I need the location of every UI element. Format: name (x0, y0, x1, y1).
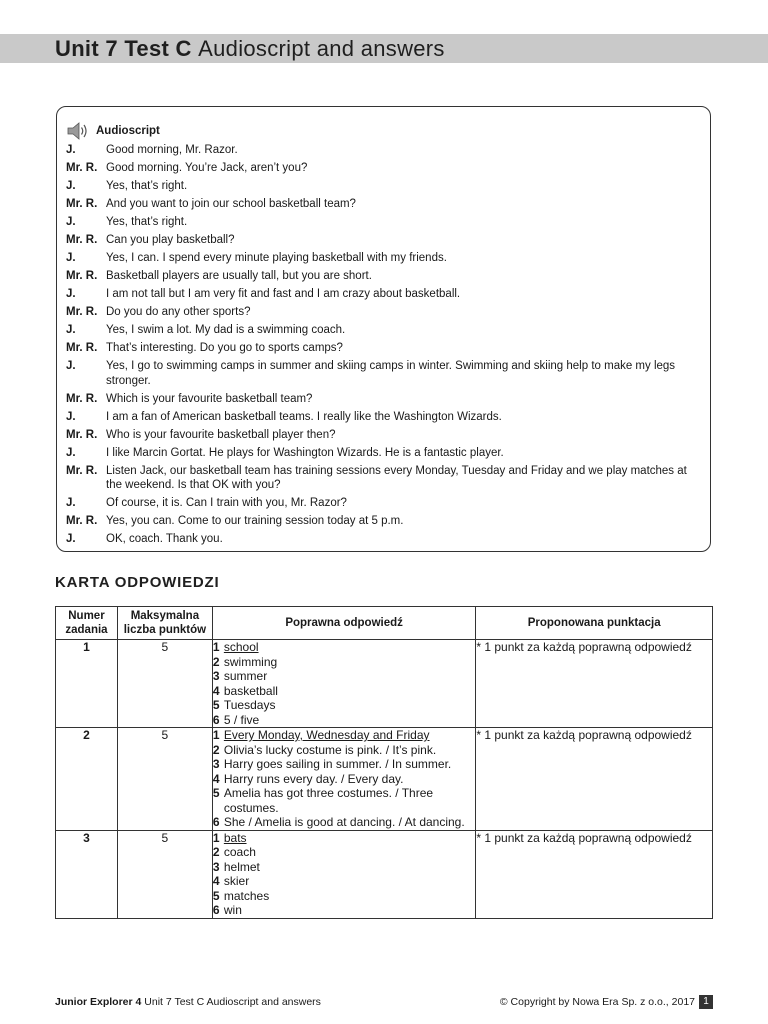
page-title (55, 36, 445, 62)
speaker: J. (66, 324, 76, 336)
task-number: 2 (56, 728, 118, 831)
dialogue-line (66, 446, 696, 461)
line-text: Who is your favourite basketball player then? (106, 428, 336, 441)
speaker: Mr. R. (66, 270, 98, 282)
dialogue-line (66, 514, 696, 529)
answer-item: 4 basketball (212, 683, 278, 698)
dialogue-line (66, 197, 696, 212)
dialogue-line (66, 341, 696, 356)
speaker: J. (66, 360, 76, 372)
speaker: J. (66, 252, 76, 264)
audioscript-heading: Audioscript (96, 125, 160, 137)
speaker: Mr. R. (66, 306, 98, 318)
scoring-cell: * 1 punkt za każdą poprawną odpowiedź (476, 640, 713, 728)
speaker: J. (66, 288, 76, 300)
answer-sheet-title: KARTA ODPOWIEDZI (55, 574, 220, 591)
answer-item: 3 summer (212, 669, 268, 683)
speaker-icon (66, 121, 90, 141)
answer-item: 6 5 / five (212, 712, 260, 727)
answer-item: 1 school (212, 640, 259, 654)
dialogue-line (66, 305, 696, 320)
answer-item: 1 Every Monday, Wednesday and Friday (212, 728, 430, 742)
answer-item: 6 win (212, 903, 242, 917)
speaker: J. (66, 497, 76, 509)
line-text: Of course, it is. Can I train with you, Mr. Razor? (106, 497, 347, 509)
answer-table (55, 606, 713, 919)
table-row (56, 728, 713, 831)
dialogue-line (66, 233, 696, 248)
speaker: Mr. R. (66, 392, 98, 405)
max-points: 5 (117, 640, 212, 728)
answer-item: 5 matches (212, 888, 270, 903)
title-rest: Audioscript and answers (198, 36, 445, 61)
line-text: That’s interesting. Do you go to sports camps? (106, 342, 343, 354)
speaker: J. (66, 216, 76, 228)
speaker: J. (66, 410, 76, 423)
header-correct-answer: Poprawna odpowiedź (212, 607, 476, 640)
footer-doc-title: Unit 7 Test C Audioscript and answers (144, 996, 321, 1008)
line-text: Yes, that’s right. (106, 180, 188, 192)
answer-item: 3 Harry goes sailing in summer. / In summer. (212, 757, 452, 771)
max-points: 5 (117, 830, 212, 918)
line-text: I like Marcin Gortat. He plays for Washington Wizards. He is a fantastic player. (106, 446, 504, 459)
audioscript-lines (66, 143, 696, 550)
audioscript-box (56, 106, 711, 552)
dialogue-line (66, 496, 696, 511)
line-text: Do you do any other sports? (106, 306, 251, 318)
speaker: Mr. R. (66, 198, 98, 210)
dialogue-line (66, 428, 696, 443)
page-number: 1 (699, 995, 713, 1009)
line-text: I am a fan of American basketball teams. I really like the Washington Wizards. (106, 410, 502, 423)
speaker: Mr. R. (66, 464, 98, 477)
line-text: Yes, you can. Come to our training session today at 5 p.m. (106, 515, 404, 527)
answer-item: 5 Amelia has got three costumes. / Three costumes. (212, 786, 434, 815)
dialogue-line (66, 323, 696, 338)
speaker: J. (66, 446, 76, 459)
header-scoring: Proponowana punktacja (476, 607, 713, 640)
speaker: Mr. R. (66, 342, 98, 354)
speaker: J. (66, 144, 76, 156)
answers-cell (212, 830, 476, 918)
line-text: Good morning, Mr. Razor. (106, 144, 238, 156)
footer-copyright: © Copyright by Nowa Era Sp. z o.o., 2017 (499, 996, 695, 1008)
answer-item: 2 swimming (212, 654, 278, 669)
header-number: Numer zadania (56, 607, 118, 640)
dialogue-line (66, 161, 696, 176)
speaker: Mr. R. (66, 428, 98, 441)
answer-item: 2 coach (212, 845, 256, 859)
answer-item: 6 She / Amelia is good at dancing. / At dancing. (212, 815, 465, 829)
answer-item: 4 skier (212, 874, 250, 888)
line-text: OK, coach. Thank you. (106, 533, 223, 545)
page-footer (55, 996, 713, 1010)
max-points: 5 (117, 728, 212, 831)
line-text: Can you play basketball? (106, 234, 235, 246)
table-row (56, 640, 713, 728)
answers-cell (212, 728, 476, 831)
speaker: Mr. R. (66, 162, 98, 174)
title-bold: Unit 7 Test C (55, 36, 192, 61)
table-header-row (56, 607, 713, 640)
answer-item: 5 Tuesdays (212, 698, 276, 712)
dialogue-line (66, 179, 696, 194)
answer-item: 3 helmet (212, 859, 260, 874)
answer-item: 1 bats (212, 830, 247, 845)
footer-book-title: Junior Explorer 4 (55, 996, 142, 1008)
answer-item: 2 Olivia’s lucky costume is pink. / It’s pink. (212, 742, 437, 757)
dialogue-line (66, 410, 696, 425)
dialogue-line (66, 532, 696, 547)
line-text: Listen Jack, our basketball team has training sessions every Monday, Tuesday and Friday and we play matches at the weekend. Is that OK with you? (106, 464, 687, 491)
line-text: Yes, I can. I spend every minute playing basketball with my friends. (106, 252, 447, 264)
line-text: And you want to join our school basketball team? (106, 198, 356, 210)
task-number: 3 (56, 830, 118, 918)
scoring-cell: * 1 punkt za każdą poprawną odpowiedź (476, 830, 713, 918)
answers-cell (212, 640, 476, 728)
line-text: Good morning. You’re Jack, aren’t you? (106, 162, 308, 174)
footer-left (55, 996, 321, 1008)
speaker: J. (66, 533, 76, 545)
line-text: Basketball players are usually tall, but you are short. (106, 270, 372, 282)
header-max-points: Maksymalna liczba punktów (117, 607, 212, 640)
dialogue-line (66, 269, 696, 284)
table-row (56, 830, 713, 918)
task-number: 1 (56, 640, 118, 728)
speaker: J. (66, 180, 76, 192)
dialogue-line (66, 392, 696, 407)
line-text: Yes, I go to swimming camps in summer and skiing camps in winter. Swimming and skiing help to make my legs stronger. (106, 360, 676, 387)
speaker: Mr. R. (66, 234, 98, 246)
dialogue-line (66, 359, 696, 388)
dialogue-line (66, 215, 696, 230)
dialogue-line (66, 143, 696, 158)
line-text: Yes, that’s right. (106, 216, 188, 228)
scoring-cell: * 1 punkt za każdą poprawną odpowiedź (476, 728, 713, 831)
dialogue-line (66, 251, 696, 266)
dialogue-line (66, 287, 696, 302)
line-text: I am not tall but I am very fit and fast and I am crazy about basketball. (106, 288, 461, 300)
line-text: Yes, I swim a lot. My dad is a swimming coach. (106, 324, 346, 336)
speaker: Mr. R. (66, 515, 98, 527)
line-text: Which is your favourite basketball team? (106, 392, 313, 405)
dialogue-line (66, 464, 696, 493)
answer-item: 4 Harry runs every day. / Every day. (212, 771, 404, 786)
